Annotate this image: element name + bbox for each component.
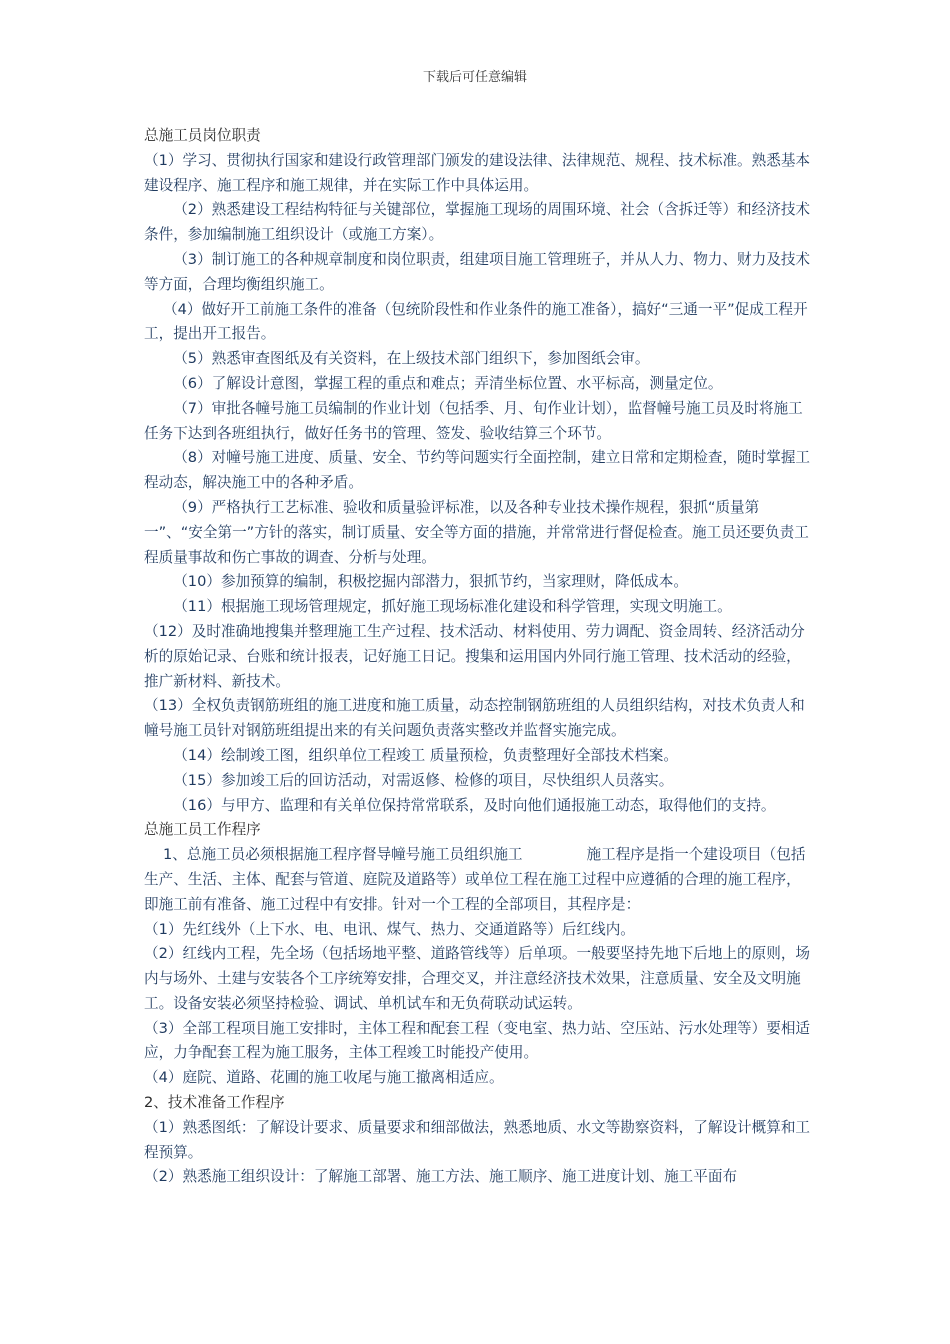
section-title: 总施工员岗位职责 [144,127,261,144]
duty-item: （10）参加预算的编制，积极挖掘内部潜力，狠抓节约，当家理财，降低成本。 [173,573,688,591]
document-body [144,124,810,1190]
duty-item: （4）做好开工前施工条件的准备（包统阶段性和作业条件的施工准备），搞好“三通一平”促成工程开工，提出开工报告。 [144,300,808,343]
duty-item: （9）严格执行工艺标准、验收和质量验评标准，以及各种专业技术操作规程，狠抓“质量第一”、“安全第一”方针的落实，制订质量、安全等方面的措施，并常常进行督促检查。施工员还要负责工程质量事故和伤亡事故的调查、分析与处理。 [144,498,809,566]
tech-prep-item: （2）熟悉施工组织设计：了解施工部署、施工方法、施工顺序、施工进度计划、施工平面布 [144,1168,738,1186]
duty-item: （12）及时准确地搜集并整理施工生产过程、技术活动、材料使用、劳力调配、资金周转、经济活动分析的原始记录、台账和统计报表，记好施工日记。搜集和运用国内外同行施工管理、技术活动的经验，推广新材料、新技术。 [144,622,805,690]
page-header: 下载后可任意编辑 [422,70,527,85]
duty-item: （7）审批各幢号施工员编制的作业计划（包括季、月、旬作业计划），监督幢号施工员及时将施工任务下达到各班组执行，做好任务书的管理、签发、验收结算三个环节。 [144,399,803,442]
subsection-title: 2、技术准备工作程序 [144,1094,285,1112]
tech-prep-item: （1）熟悉图纸：了解设计要求、质量要求和细部做法，熟悉地质、水文等勘察资料，了解设计概算和工程预算。 [144,1118,811,1161]
procedure-lead: 1、总施工员必须根据施工程序督导幢号施工员组织施工 [162,846,523,864]
duty-item: （6）了解设计意图，掌握工程的重点和难点；弄清坐标位置、水平标高，测量定位。 [173,374,723,392]
procedure-item: （3）全部工程项目施工安排时，主体工程和配套工程（变电室、热力站、空压站、污水处理等）要相适应，力争配套工程为施工服务，主体工程竣工时能投产使用。 [144,1019,811,1062]
duty-item: （15）参加竣工后的回访活动，对需返修、检修的项目，尽快组织人员落实。 [173,771,674,789]
procedure-text: 施工程序是指一个建设项目（包括生产、生活、主体、配套与管道、庭院及道路等）或单位工程在施工过程中应遵循的合理的施工程序，即施工前有准备、施工过程中有安排。针对一个工程的全部项目，其程序是： [144,846,806,913]
duty-item: （16）与甲方、监理和有关单位保持常常联系，及时向他们通报施工动态，取得他们的支持。 [173,796,776,814]
duty-item: （13）全权负责钢筋班组的施工进度和施工质量，动态控制钢筋班组的人员组织结构，对技术负责人和幢号施工员针对钢筋班组提出来的有关问题负责落实整改并监督实施完成。 [144,697,805,740]
procedure-item: （2）红线内工程，先全场（包括场地平整、道路管线等）后单项。一般要坚持先地下后地上的原则，场内与场外、土建与安装各个工序统筹安排，合理交叉，并注意经济技术效果，注意质量、安全及文明施工。设备安装必须坚持检验、调试、单机试车和无负荷联动试运转。 [144,945,811,1012]
procedure-item: （1）先红线外（上下水、电、电讯、煤气、热力、交通道路等）后红线内。 [144,920,635,938]
procedure-paragraph [144,843,810,917]
procedure-item: （4）庭院、道路、花圃的施工收尾与施工撤离相适应。 [144,1069,504,1087]
section-title: 总施工员工作程序 [144,821,261,839]
duty-item: （11）根据施工现场管理规定，抓好施工现场标准化建设和科学管理，实现文明施工。 [173,598,732,616]
duty-item: （8）对幢号施工进度、质量、安全、节约等问题实行全面控制，建立日常和定期检查，随时掌握工程动态，解决施工中的各种矛盾。 [144,449,811,492]
duty-item: （5）熟悉审查图纸及有关资料，在上级技术部门组织下，参加图纸会审。 [173,350,650,368]
duty-item: （1）学习、贯彻执行国家和建设行政管理部门颁发的建设法律、法律规范、规程、技术标准。熟悉基本建设程序、施工程序和施工规律，并在实际工作中具体运用。 [144,151,811,194]
duty-item: （2）熟悉建设工程结构特征与关键部位，掌握施工现场的周围环境、社会（含拆迁等）和经济技术条件，参加编制施工组织设计（或施工方案）。 [144,201,811,244]
duty-item: （14）绘制竣工图，组织单位工程竣工 质量预检，负责整理好全部技术档案。 [173,746,678,764]
duty-item: （3）制订施工的各种规章制度和岗位职责，组建项目施工管理班子，并从人力、物力、财力及技术等方面，合理均衡组织施工。 [144,250,811,293]
